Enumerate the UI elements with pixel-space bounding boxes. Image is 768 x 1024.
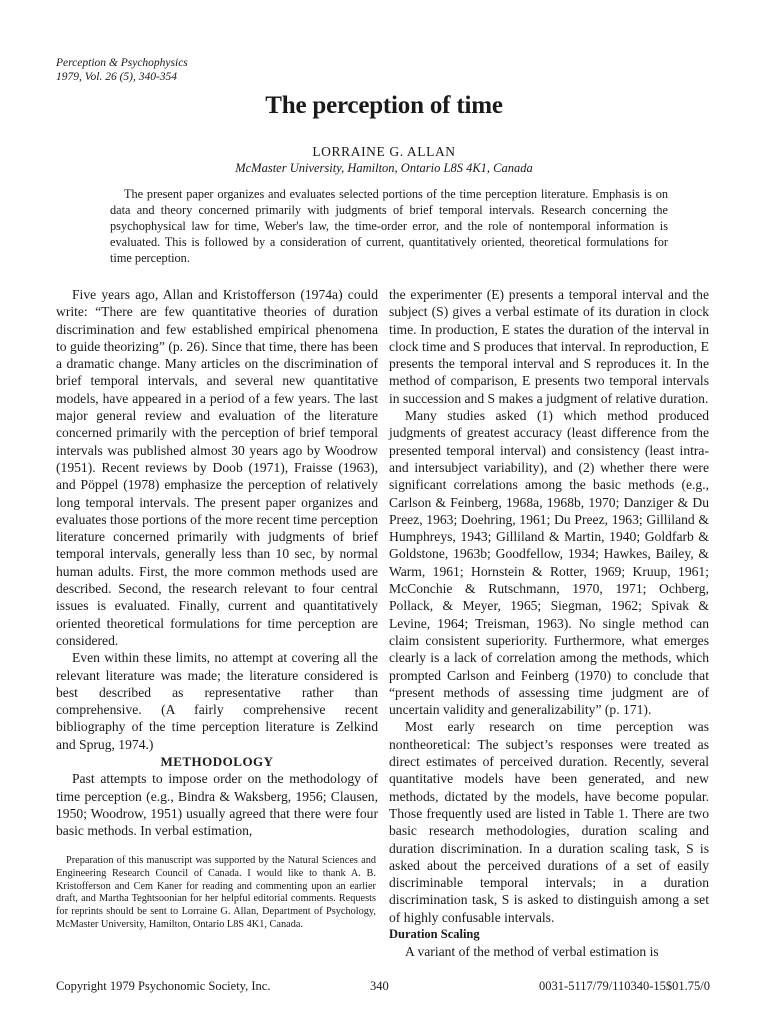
body-paragraph: Most early research on time perception was nontheoretical: The subject’s responses were treated as direct estimates of perceived duration. Recently, several quantitative models have been generated, and new methods, dictated by the models, have become popular. Those frequently used are listed in Table 1. There are two basic research methodologies, duration scaling and duration discrimination. In a duration scaling task, S is asked about the perceived durations of a set of easily discriminable temporal intervals; in a duration discrimination task, S is asked to distinguish among a set of highly confusable intervals. [389,719,709,925]
section-heading: METHODOLOGY [160,754,274,770]
journal-name: Perception & Psychophysics [56,57,188,69]
journal-volume: 1979, Vol. 26 (5), 340-354 [56,71,178,83]
footnote [56,855,376,932]
body-paragraph: A variant of the method of verbal estimation is [405,944,659,960]
body-paragraph: Even within these limits, no attempt at covering all the relevant literature was made; the literature considered is best described as representative rather than comprehensive. (A fairly comprehensive recent bibliography of the time perception literature is Zelkind and Sprug, 1974.) [56,650,378,752]
right-column [389,286,709,961]
article-title: The perception of time [265,92,503,119]
author-name: LORRAINE G. ALLAN [312,144,456,159]
subsection-heading: Duration Scaling [389,926,480,941]
abstract [110,186,668,266]
abstract-text: The present paper organizes and evaluates selected portions of the time perception literature. Emphasis is on data and theory concerned primarily with judgments of brief temporal intervals. Research concerning the psychophysical law for time, Weber's law, the time-order error, and the role of nontemporal information is evaluated. This is followed by a consideration of current, quantitatively oriented, theoretical formulations for time perception. [110,187,668,265]
left-column [56,286,378,840]
footnote-text: Preparation of this manuscript was supported by the Natural Sciences and Engineering Research Council of Canada. I would like to thank A. B. Kristofferson and Cem Kaner for reading and commenting upon an earlier draft, and Martha Teghtsoonian for her helpful editorial comments. Requests for reprints should be sent to Lorraine G. Allan, Department of Psychology, McMaster University, Hamilton, Ontario L8S 4K1, Canada. [56,855,376,930]
body-paragraph: Five years ago, Allan and Kristofferson (1974a) could write: “There are few quantitative theories of duration discrimination and few established empirical phenomena to guide theorizing” (p. 26). Since that time, there has been a dramatic change. Many articles on the discrimination of brief temporal intervals, and several new quantitative models, have appeared in a period of a few years. The last major general review and evaluation of the literature concerned primarily with the perception of brief temporal intervals was published almost 30 years ago by Woodrow (1951). Recent reviews by Doob (1971), Fraisse (1963), and Pöppel (1978) emphasize the perception of relatively long temporal intervals. The present paper organizes and evaluates those portions of the more recent time perception literature concerned primarily with judgments of brief temporal intervals, generally less than 10 sec, by normal human adults. First, the more common methods used are described. Second, the research relevant to four central issues is evaluated. Finally, current and quantitatively oriented theoretical formulations for time perception are considered. [56,287,378,648]
body-paragraph: Many studies asked (1) which method produced judgments of greatest accuracy (least difference from the presented temporal interval) and consistency (least intra- and intersubject variability), and (2) whether there were significant correlations among the basic methods (e.g., Carlson & Feinberg, 1968a, 1968b, 1970; Danziger & Du Preez, 1963; Doehring, 1961; Du Preez, 1963; Gilliland & Humphreys, 1943; Gilliland & Martin, 1940; Goldfarb & Goldstone, 1963b; Goodfellow, 1934; Hawkes, Bailey, & Warm, 1961; Hornstein & Rotter, 1969; Kruup, 1961; McConchie & Rutschmann, 1970, 1971; Ochberg, Pollack, & Meyer, 1965; Siegman, 1962; Spivak & Levine, 1964; Treisman, 1963). No single method can claim consistent superiority. Furthermore, what emerges clearly is a lack of correlation among the methods, which prompted Carlson and Feinberg (1970) to conclude that “present methods of assessing time judgment are of uncertain validity and generalizability” (p. 171). [389,408,709,718]
article-code: 0031-5117/79/110340-15$01.75/0 [539,979,710,993]
body-paragraph: Past attempts to impose order on the methodology of time perception (e.g., Bindra & Waksberg, 1956; Clausen, 1950; Woodrow, 1951) usually agreed that there were four basic methods. In verbal estimation, [56,771,378,839]
page-number: 340 [370,979,389,993]
body-paragraph: the experimenter (E) presents a temporal interval and the subject (S) gives a verbal estimate of its duration in clock time. In production, E states the duration of the interval in clock time and S produces that interval. In reproduction, E presents the temporal interval and S reproduces it. In the method of comparison, E presents two temporal intervals in succession and S makes a judgment of relative duration. [389,287,709,406]
copyright-notice: Copyright 1979 Psychonomic Society, Inc. [56,979,271,993]
author-affiliation: McMaster University, Hamilton, Ontario L8S 4K1, Canada [235,161,533,175]
journal-citation [56,56,188,84]
